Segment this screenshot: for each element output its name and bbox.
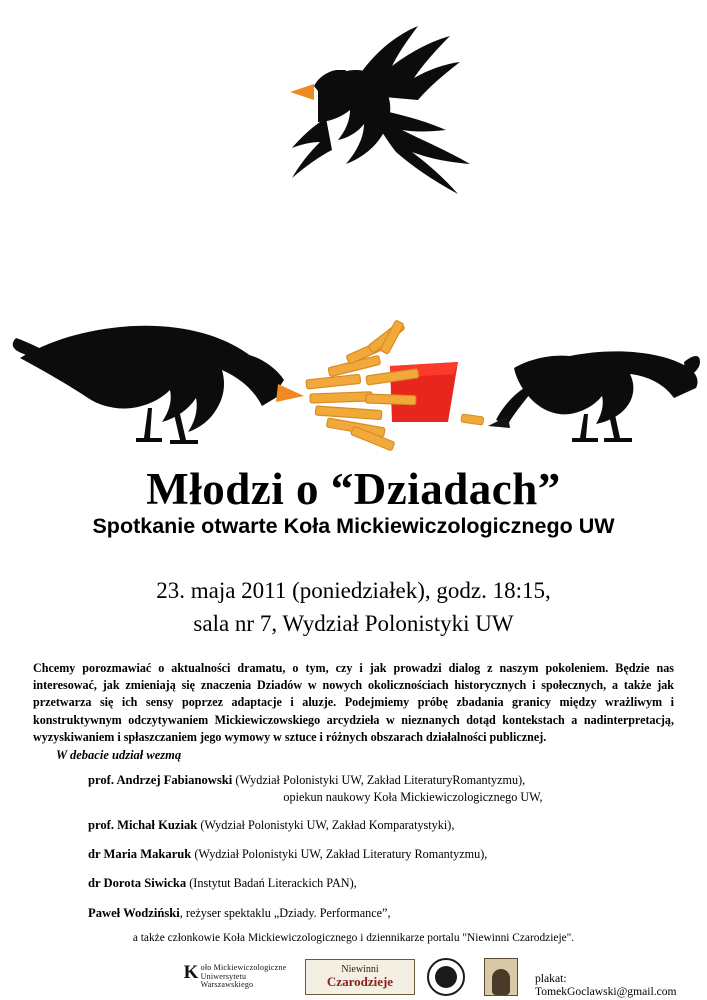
poster-credit: plakat: TomekGoclawski@gmail.com (535, 972, 677, 998)
participant-name: prof. Andrzej Fabianowski (88, 773, 233, 787)
kolo-logo-line1: oło Mickiewiczologiczne (200, 963, 287, 973)
niewinni-logo-line1: Niewinni (341, 963, 379, 975)
round-seal-inner (435, 966, 457, 988)
kolo-logo-initial: K (183, 962, 199, 984)
kolo-logo-line2: Uniwersytetu Warszawskiego (200, 971, 254, 990)
left-crow-beak (276, 384, 304, 402)
closing-note: a także członkowie Koła Mickiewiczologicznego i dziennikarze portalu "Niewinni Czarodzieje". (132, 932, 575, 944)
event-location-line: sala nr 7, Wydział Polonistyki UW (193, 610, 514, 636)
poster-artwork (0, 0, 707, 465)
intro-paragraph: Chcemy porozmawiać o aktualności dramatu, o tym, czy i jak prowadzi dialog z naszym pokoleniem. Będzie nas interesować, jak zmieniają się znaczenia Dziadów w nowych okolicznościach historycznych i społecznych, a także jak przetwarza się ich sensy poprzez adaptacje i aluzje. Podejmiemy próbę zbadania granicy między wrażliwym i konstruktywnym odczytywaniem Mickiewiczowskiego arcydzieła w nieznanych dotąd kontekstach a nadinterpretacją, wyzyskiwaniem i spłaszczaniem jego wymowy w sztuce i różnych obszarach działalności publicznej. (33, 661, 674, 744)
participant-detail: , reżyser spektaklu „Dziady. Performance”, (179, 905, 391, 920)
crow-beak (290, 84, 314, 100)
flying-crow-illustration (222, 8, 522, 208)
portrait-frame-icon (484, 958, 518, 996)
participant-name: dr Dorota Siwicka (88, 876, 187, 891)
participant-name: Paweł Wodziński (88, 905, 180, 920)
participant-item (88, 817, 678, 834)
poster-title: Młodzi o “Dziadach” (146, 464, 561, 514)
stray-fry (461, 414, 484, 425)
round-seal-logo (425, 958, 467, 996)
participant-item (88, 772, 678, 805)
event-date-line: 23. maja 2011 (poniedziałek), godz. 18:15, (156, 578, 551, 603)
event-datetime (0, 575, 707, 640)
niewinni-logo-line2: Czarodzieje (326, 974, 394, 990)
participants-list (88, 772, 678, 934)
kolo-mickiewiczologiczne-logo (175, 958, 295, 996)
portrait-head-shape (492, 969, 510, 995)
debate-lead-text: W debacie udział wezmą (56, 748, 182, 762)
title-block (0, 466, 707, 539)
participant-detail: (Wydział Polonistyki UW, Zakład LiteraturyRomantyzmu), (232, 773, 526, 787)
participant-detail: (Wydział Polonistyki UW, Zakład Komparatystyki), (197, 818, 455, 833)
round-seal-icon (427, 958, 465, 996)
poster-subtitle: Spotkanie otwarte Koła Mickiewiczologicznego UW (92, 513, 615, 538)
niewinni-czarodzieje-logo (305, 958, 415, 996)
participant-item (88, 905, 678, 922)
participant-subline: opiekun naukowy Koła Mickiewiczologicznego UW, (283, 789, 543, 804)
participant-name: prof. Michał Kuziak (88, 818, 198, 833)
participant-detail: (Instytut Badań Literackich PAN), (186, 876, 357, 891)
participant-name: dr Maria Makaruk (88, 847, 192, 862)
ground-scene-illustration (10, 310, 700, 455)
participant-item (88, 846, 678, 863)
participant-detail: (Wydział Polonistyki UW, Zakład Literatury Romantyzmu), (191, 847, 488, 862)
portrait-logo (483, 958, 519, 996)
participant-item (88, 875, 678, 892)
